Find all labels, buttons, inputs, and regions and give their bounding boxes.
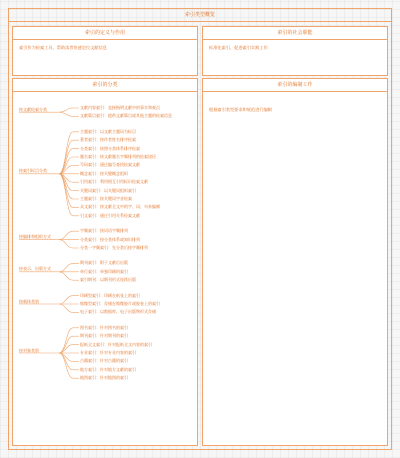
tree-branch-line: [59, 231, 79, 239]
tree-leaf: 单行索引：单独印刷的索引: [80, 268, 128, 274]
tree-leaf: 电子索引：以数据库、电子出版物形式存储: [80, 309, 156, 315]
tree-category: 按载体类别: [19, 298, 39, 304]
tree-branch-line: [59, 353, 79, 378]
tree-branch-line: [59, 112, 79, 116]
tree-leaf: 分类一字顺索引：先分类后按字顺排列: [80, 245, 148, 250]
diagram-frame: [8, 8, 392, 450]
tree-category: 按文献检索分类: [19, 106, 47, 112]
section-role: [12, 26, 198, 76]
tree-branch-line: [59, 328, 79, 353]
tree-leaf: 地图索引：针对地图的索引: [80, 375, 128, 381]
tree-leaf: 文献篇目索引：提供文献篇目或其他主题的检索信息: [80, 113, 172, 119]
tree-leaf: 印刷型索引：印刷在纸张上的索引: [80, 292, 140, 298]
tree-branch-line: [59, 263, 79, 271]
tree-leaf: 主题索引：按关键词字音检索: [80, 196, 132, 201]
tree-leaf: 主题索引：以文献主题词为标目: [80, 128, 136, 134]
tree-branch-line: [59, 296, 79, 304]
tree-leaf: 关键词索引：以关键词组织索引: [80, 187, 136, 193]
tree-leaf: 报纸全文索引：针对报纸全文内容的索引: [80, 341, 152, 347]
tree-category: 按对象类别: [19, 347, 39, 353]
tree-leaf: 索引期刊：以期刊形式连续出版: [80, 277, 136, 283]
section-types: [12, 78, 198, 446]
section-work-title: 索引的编制工作: [203, 79, 387, 92]
tree-leaf: 图书索引：针对图书的索引: [80, 324, 128, 330]
tree-leaf: 概念索引：按关键概念组织: [80, 170, 128, 176]
tree-leaf: 期刊索引：针对期刊的索引: [80, 333, 128, 339]
section-role-title: 索引的定义与作用: [13, 27, 197, 40]
tree-leaf: 字顺索引：按词语字顺排列: [80, 228, 128, 234]
section-role-body: 索引作为检索工具，帮助读者快速定位文献信息: [19, 45, 107, 50]
tree-leaf: 文献内容索引：直接指明文献中的事实和观点: [80, 105, 160, 110]
tree-category: 按索引标目分类: [19, 168, 47, 174]
section-types-title: 索引的分类: [13, 79, 197, 92]
section-function-title: 索引的社会职能: [203, 27, 387, 40]
tree-leaf: 引用索引：利用相互引用标识检索文献: [80, 179, 148, 185]
tree-branch-line: [59, 240, 79, 248]
section-work-body: 根据索引类型要求和规范进行编制: [209, 107, 272, 112]
tree-leaf: 分类索引：按分类体系或知识排列: [80, 236, 140, 242]
tree-leaf: 号码索引：通过编号查找检索文献: [80, 162, 140, 168]
tree-leaf: 著者索引：按作者姓名排序检索: [80, 137, 136, 143]
tree-leaf: 地方索引：针对地方文献的索引: [80, 366, 136, 372]
section-work: [202, 78, 388, 446]
section-function: [202, 26, 388, 76]
tree-branch-line: [59, 272, 79, 280]
section-function-body: 标准化索引，促进索引实践工作: [209, 45, 268, 50]
tree-category: 按表示、出版方式: [19, 266, 51, 272]
tree-leaf: 引文索引：通过引用关系检索文献: [80, 212, 140, 218]
tree-leaf: 期刊索引：附于文献后出版: [80, 260, 128, 266]
tree-leaf: 专业索引：针对专业内容的索引: [80, 350, 136, 355]
tree-leaf: 缩微型索引：存储在缩微胶片或胶卷上的索引: [80, 301, 160, 306]
tree-category: 按编排和组织方式: [19, 234, 51, 240]
tree-leaf: 分类索引：按照分类体系排序检索: [80, 145, 140, 151]
tree-leaf: 古籍索引：针对古籍的索引: [80, 358, 128, 364]
tree-leaf: 题名索引：按文献题名字顺排列的检索途径: [80, 154, 156, 159]
tree-branch-line: [59, 304, 79, 312]
page-title: 索引类型概览: [9, 9, 391, 22]
tree-leaf: 众文索引：按文献全文中的字、词、句来编制: [80, 204, 160, 210]
tree-branch-line: [59, 108, 79, 112]
